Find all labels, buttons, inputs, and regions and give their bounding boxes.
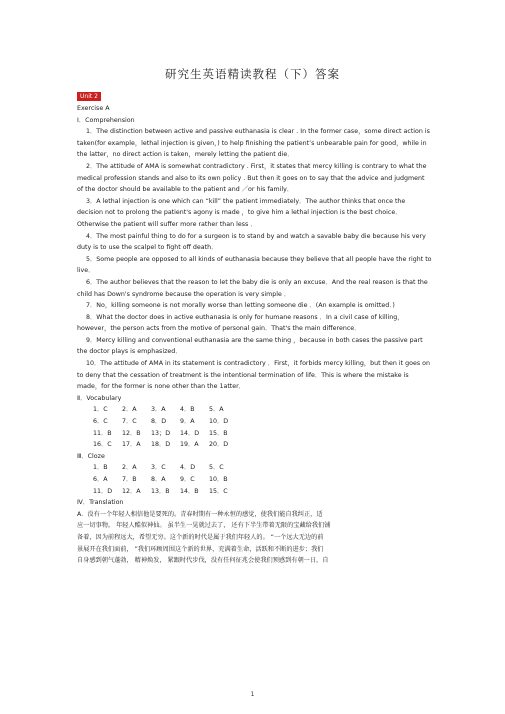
answer-cell: 4．D <box>180 464 196 472</box>
comprehension-item: 2．The attitude of AMA is somewhat contradictory . First，it states that mercy killing is contrary to what the medical profession stands and also to its own policy . But then it goes on to say that the advice and judgment of the doctor should be available to the patient and ／or his family． <box>77 162 427 194</box>
answer-cell: 19．A <box>180 441 199 449</box>
answer-cell: 14．D <box>180 429 200 437</box>
translation-line: 备着，因为前程远大，希望无穷。这个新的时代是属于我们年轻人的。 “一个远大无边的前 <box>77 533 324 541</box>
answer-cell: 12．B <box>122 429 141 437</box>
comprehension-item: 9．Mercy killing and conventional euthanasia are the same thing ，because in both cases the passive part the doctor plays is emphasized． <box>77 336 423 356</box>
answer-row <box>77 428 432 440</box>
answer-cell: 2．A <box>122 464 137 472</box>
answer-cell: 9．C <box>180 476 195 483</box>
answer-cell: 15．C <box>209 487 228 495</box>
answer-cell: 6．C <box>93 418 108 426</box>
answer-cell: 10．D <box>209 418 229 426</box>
answer-cell: 3．A <box>151 406 166 414</box>
answer-row <box>77 404 432 416</box>
document-body <box>77 103 432 567</box>
comprehension-item: 3．A lethal injection is one which can “kill” the patient immediately．The author thinks that once the decision not to prolong the patient's agony is made ，to give him a lethal injection is the best choice．Otherwise the patient will suffer more rather than less ． <box>77 197 406 228</box>
unit-tag: Unit 2 <box>77 92 101 101</box>
translation-heading: Ⅳ．Translation <box>77 499 124 507</box>
answer-row <box>77 462 432 474</box>
answer-cell: 15．B <box>209 429 228 437</box>
translation-line: 景展开在我们面前， ”我们环顾周围这个新的世界，充满着生命，活跃和不断的进步；我们 <box>77 545 324 553</box>
comprehension-item: 1．The distinction between active and passive euthanasia is clear . In the former case，some direct action is taken(for example，lethal injection is given，) to help finishing the patient’s unbearable pain for good，while in the latter，no direct action is taken，merely letting the patient die． <box>77 128 430 159</box>
cloze-heading: Ⅲ．Cloze <box>77 452 105 460</box>
answer-row <box>77 486 432 498</box>
translation-line: A．没有一个年轻人相信他是要死的。青春时期有一种永恒的感觉，使我们能自我纠正，适 <box>77 510 323 518</box>
answer-cell: 9．A <box>180 418 195 426</box>
answer-cell: 8．D <box>151 418 167 426</box>
answer-row <box>77 439 432 451</box>
cloze-answer-grid <box>77 462 432 497</box>
comprehension-heading: I．Comprehension <box>77 116 135 124</box>
answer-cell: 4．B <box>180 406 195 414</box>
comprehension-item: 7．No，killing someone is not morally worse than letting someone die ．(An example is omitted．) <box>86 302 395 310</box>
answer-cell: 11．D <box>93 487 113 495</box>
translation-line: 自身感到朝气蓬勃， 精神焕发， 紧跟时代步伐，没有任何征兆会使我们预感到有朝一日，自 <box>77 557 329 565</box>
answer-cell: 17．A <box>122 441 141 449</box>
answer-cell: 5．A <box>209 406 224 414</box>
page-number: 1 <box>250 691 255 698</box>
comprehension-item: 5．Some people are opposed to all kinds of euthanasia because they believe that all people have the right to live． <box>77 255 432 275</box>
vocabulary-answer-grid <box>77 404 432 450</box>
exercise-heading: Exercise A <box>77 105 110 112</box>
answer-cell: 12．A <box>122 487 141 495</box>
answer-cell: 6．A <box>93 476 108 483</box>
translation-line: 应一切事物。 年轻人酷似神仙。 虽半生一晃就过去了， 还有下半生带着无限的宝藏给我们铺 <box>77 522 331 530</box>
answer-cell: 3．C <box>151 464 166 472</box>
comprehension-item: 10．The attitude of AMA in its statement is contradictory ．First，it forbids mercy killing，but then it goes on to deny that the cessation of treatment is the intentional termination of life．This is where the mistake is made，for the former is none other than the 1atter． <box>77 360 430 391</box>
answer-cell: 13．B <box>151 487 170 495</box>
answer-cell: 16．C <box>93 441 112 449</box>
answer-cell: 20．D <box>209 441 229 449</box>
answer-cell: 7．B <box>122 476 137 483</box>
answer-cell: 7．C <box>122 418 137 426</box>
comprehension-item: 6．The author believes that the reason to let the baby die is only an excuse．And the real reason is that the child has Down's syndrome because the operation is very simple ． <box>77 278 428 298</box>
answer-cell: 8．A <box>151 476 166 483</box>
comprehension-item: 4．The most painful thing to do for a surgeon is to stand by and watch a savable baby die because his very duty is to use the scalpel to fight off death． <box>77 232 426 252</box>
answer-cell: 1．C <box>93 406 108 414</box>
answer-cell: 10．B <box>209 476 228 483</box>
answer-cell: 18．D <box>151 441 171 449</box>
page-title: 研究生英语精读教程（下）答案 <box>165 67 340 81</box>
answer-cell: 13；D <box>151 429 171 437</box>
comprehension-item: 8．What the doctor does in active euthanasia is only for humane reasons ．In a civil case of killing，however，the person acts from the motive of personal gain．That's the main difference． <box>77 313 404 333</box>
vocabulary-heading: Ⅱ．Vocabulary <box>77 394 122 402</box>
answer-cell: 1．B <box>93 464 108 472</box>
answer-row <box>77 474 432 486</box>
answer-cell: 14．B <box>180 487 199 495</box>
answer-cell: 2．A <box>122 406 137 414</box>
answer-cell: 11．B <box>93 429 112 437</box>
answer-row <box>77 416 432 428</box>
answer-cell: 5．C <box>209 464 224 472</box>
